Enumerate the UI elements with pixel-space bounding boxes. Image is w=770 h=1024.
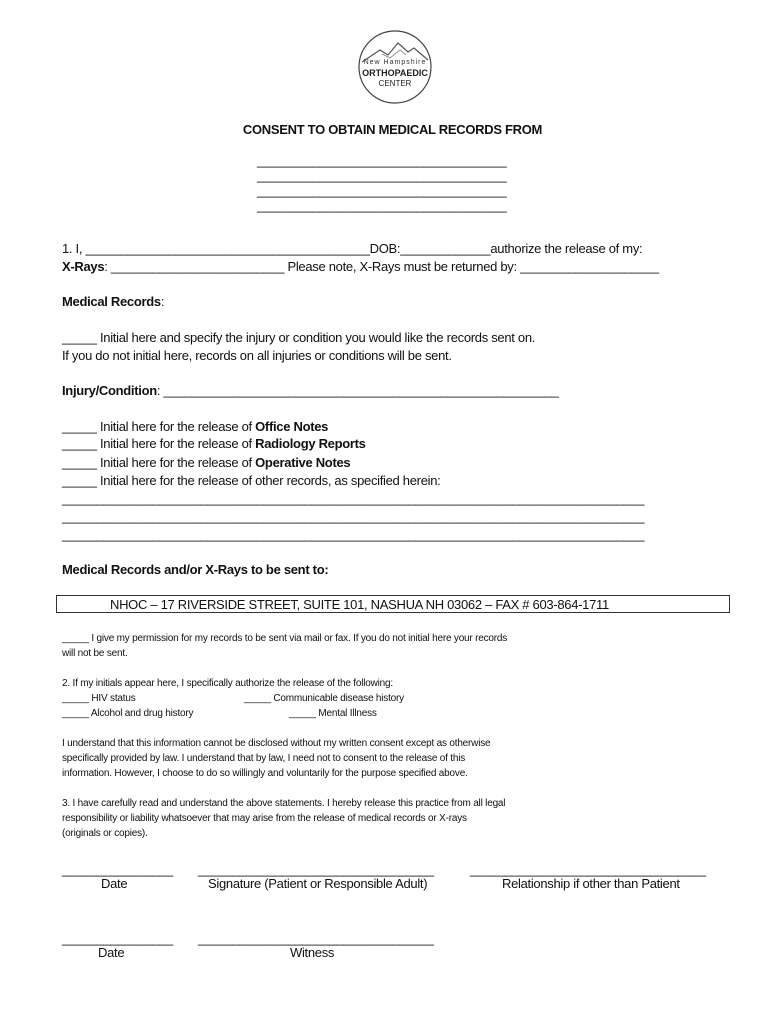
release-radiology-reports[interactable] — [62, 436, 366, 452]
date-label: Date — [101, 876, 128, 891]
xrays-return-note: Please note, X-Rays must be returned by: — [284, 259, 521, 274]
from-line-4[interactable]: ____________________________________ — [257, 198, 507, 213]
nhoc-logo — [356, 28, 434, 106]
permission-line-1[interactable]: _____ I give my permission for my records to be sent via mail or fax. If you do not initial here your records — [62, 633, 508, 644]
relationship-label: Relationship if other than Patient — [502, 876, 680, 891]
medical-records-colon: : — [160, 294, 165, 309]
release-office-notes[interactable] — [62, 419, 328, 435]
witness-label: Witness — [290, 945, 335, 960]
medical-records-label: Medical Records — [62, 294, 161, 309]
patient-prefix: 1. I, — [62, 241, 86, 256]
signature-label: Signature (Patient or Responsible Adult) — [208, 876, 428, 891]
no-initial-note: If you do not initial here, records on all injuries or conditions will be sent. — [62, 348, 452, 363]
patient-name-field[interactable]: _________________________________________ — [85, 241, 370, 256]
relationship-field[interactable]: __________________________________ — [470, 862, 706, 877]
other-records-line-1[interactable]: ____________________________________________________________________________________ — [62, 491, 645, 506]
dob-field[interactable]: _____________ — [400, 241, 491, 256]
from-line-1[interactable]: ____________________________________ — [257, 153, 507, 168]
release-prefix: _____ Initial here for the release of — [62, 419, 256, 434]
injury-condition-line — [62, 383, 559, 399]
other-records-line-3[interactable]: ____________________________________________________________________________________ — [62, 527, 645, 542]
xrays-label: X-Rays — [62, 259, 105, 274]
dob-label: DOB: — [369, 241, 401, 256]
from-line-2[interactable]: ____________________________________ — [257, 168, 507, 183]
witness-date-field[interactable]: ________________ — [62, 931, 173, 946]
section-3-line-1: 3. I have carefully read and understand the above statements. I hereby release this practice from all legal — [62, 798, 506, 809]
injury-label: Injury/Condition — [62, 383, 157, 398]
date-field[interactable]: ________________ — [62, 862, 173, 877]
understand-line-3: information. However, I choose to do so willingly and voluntarily for the purpose specified above. — [62, 768, 468, 779]
xrays-return-date-field[interactable]: ____________________ — [520, 259, 659, 274]
permission-line-2: will not be sent. — [62, 648, 128, 659]
release-item-label: Radiology Reports — [255, 436, 366, 451]
release-other-records[interactable]: _____ Initial here for the release of other records, as specified herein: — [62, 473, 441, 488]
injury-field[interactable]: _________________________________________________________ — [163, 383, 559, 398]
release-item-label: Office Notes — [255, 419, 329, 434]
understand-line-1: I understand that this information cannot be disclosed without my written consent except as otherwise — [62, 738, 491, 749]
address-text: NHOC – 17 RIVERSIDE STREET, SUITE 101, NASHUA NH 03062 – FAX # 603-864-1711 — [110, 597, 609, 612]
alcohol-drug-line[interactable]: _____ Alcohol and drug history — [62, 708, 194, 719]
witness-date-label: Date — [98, 945, 125, 960]
form-title: CONSENT TO OBTAIN MEDICAL RECORDS FROM — [242, 122, 543, 137]
injury-sep: : — [156, 383, 164, 398]
medical-records-heading — [62, 294, 164, 310]
understand-line-2: specifically provided by law. I understand that by law, I need not to consent to the release of this — [62, 753, 466, 764]
logo-circle-icon — [356, 28, 434, 106]
release-prefix: _____ Initial here for the release of — [62, 455, 256, 470]
other-records-line-2[interactable]: ____________________________________________________________________________________ — [62, 509, 645, 524]
section-2-intro: 2. If my initials appear here, I specifically authorize the release of the following: — [62, 678, 393, 689]
communicable-disease-line[interactable]: _____ Communicable disease history — [244, 693, 404, 704]
xrays-sep: : — [104, 259, 111, 274]
logo-state-text: New Hampshire — [363, 59, 427, 66]
logo-center-text: CENTER — [378, 79, 412, 88]
sent-to-heading: Medical Records and/or X-Rays to be sent to: — [62, 562, 329, 577]
release-prefix: _____ Initial here for the release of — [62, 436, 256, 451]
section-3-line-3: (originals or copies). — [62, 828, 148, 839]
signature-field[interactable]: __________________________________ — [198, 862, 434, 877]
logo-name-text: ORTHOPAEDIC — [362, 68, 428, 78]
witness-signature-field[interactable]: __________________________________ — [198, 931, 434, 946]
authorize-text: authorize the release of my: — [490, 241, 643, 256]
initial-specify-line[interactable]: _____ Initial here and specify the injury or condition you would like the records sent on. — [62, 330, 536, 345]
xrays-field[interactable]: _________________________ — [110, 259, 285, 274]
patient-authorization-line — [62, 241, 642, 257]
section-3-line-2: responsibility or liability whatsoever that may arise from the release of medical records or X-rays — [62, 813, 467, 824]
mental-illness-line[interactable]: _____ Mental Illness — [289, 708, 377, 719]
release-operative-notes[interactable] — [62, 455, 350, 471]
from-line-3[interactable]: ____________________________________ — [257, 183, 507, 198]
xrays-line — [62, 259, 659, 275]
hiv-status-line[interactable]: _____ HIV status — [62, 693, 136, 704]
release-item-label: Operative Notes — [255, 455, 351, 470]
